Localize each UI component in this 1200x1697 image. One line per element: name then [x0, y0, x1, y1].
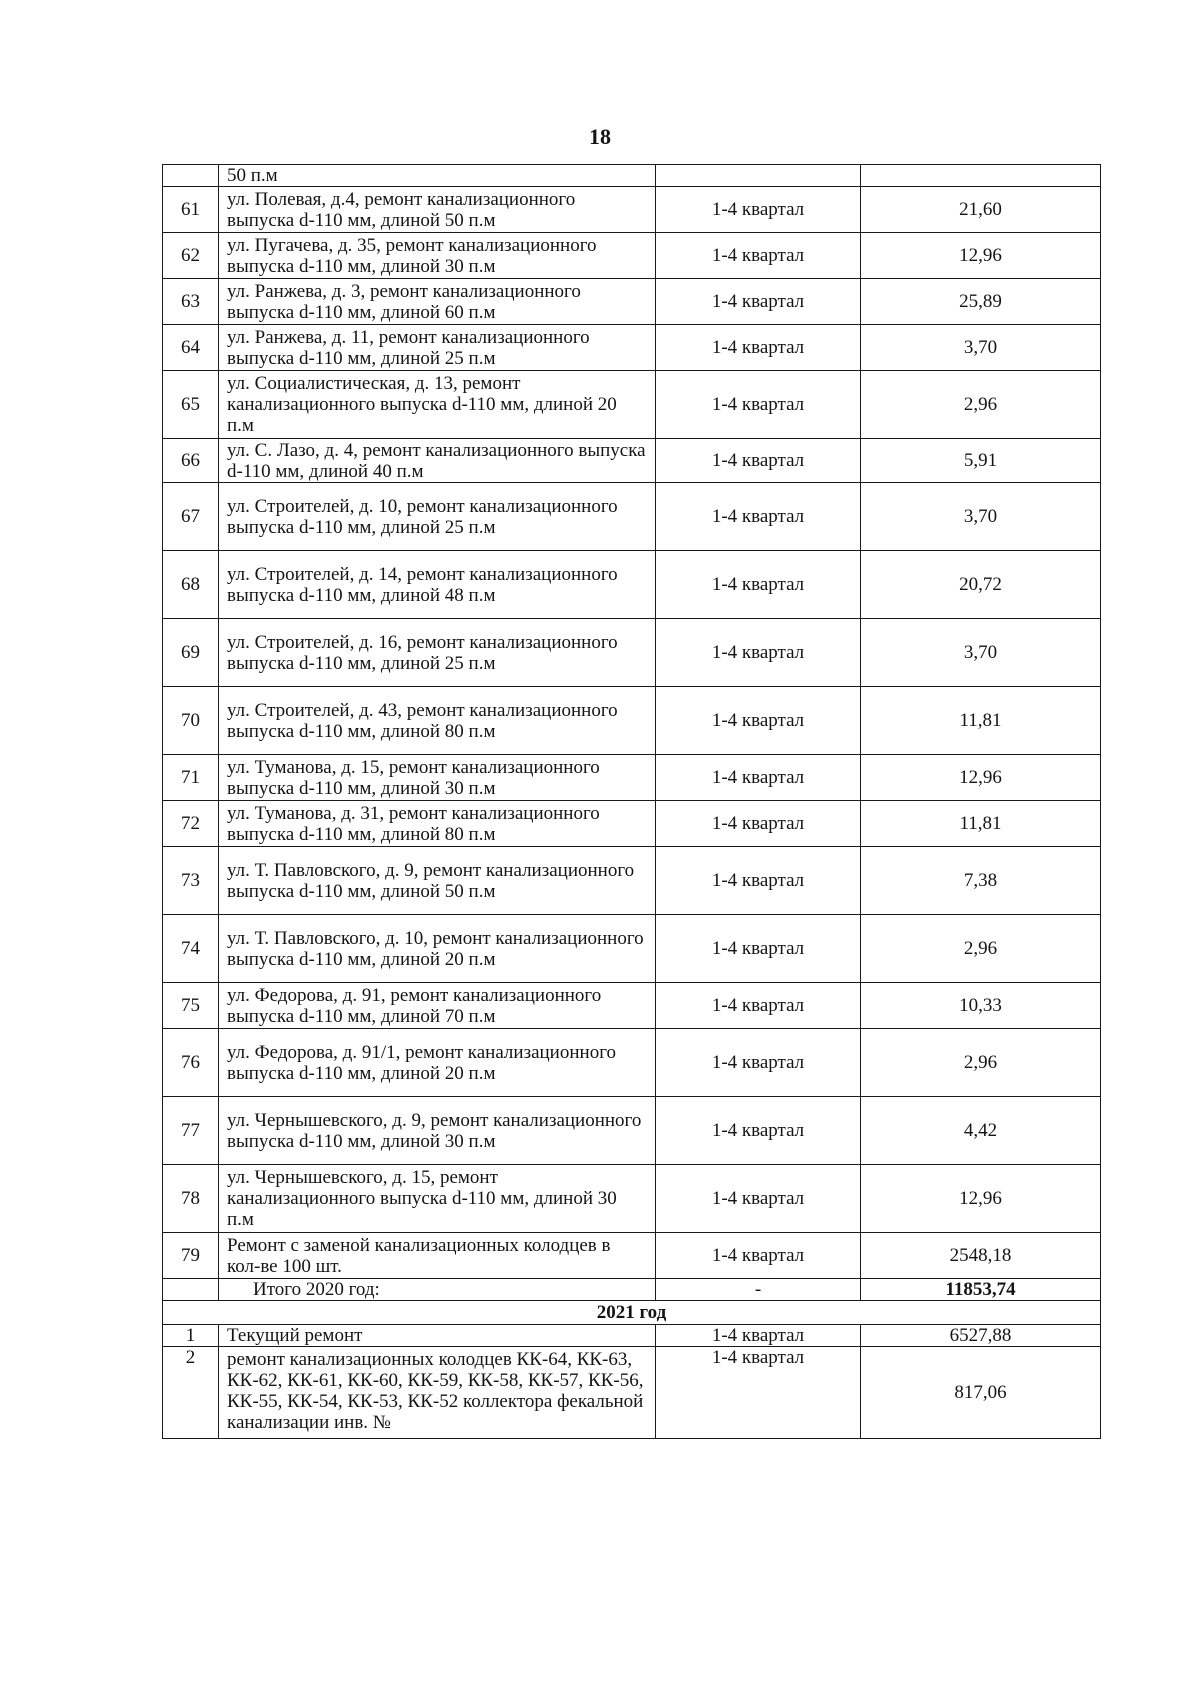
row-period: 1-4 квартал: [656, 551, 861, 619]
row-amount: [861, 165, 1101, 187]
row-amount: 3,70: [861, 325, 1101, 371]
row-number: 67: [163, 483, 219, 551]
row-period: 1-4 квартал: [656, 325, 861, 371]
table-row: [163, 755, 1101, 801]
row-description: Ремонт с заменой канализационных колодцев в кол-ве 100 шт.: [219, 1233, 656, 1279]
row-description: ул. Чернышевского, д. 9, ремонт канализационного выпуска d-110 мм, длиной 30 п.м: [219, 1097, 656, 1165]
row-number: 62: [163, 233, 219, 279]
row-description: ул. Строителей, д. 10, ремонт канализационного выпуска d-110 мм, длиной 25 п.м: [219, 483, 656, 551]
table-row: [163, 325, 1101, 371]
table-row: [163, 483, 1101, 551]
table-row: [163, 187, 1101, 233]
table-row: [163, 1029, 1101, 1097]
row-amount: 12,96: [861, 233, 1101, 279]
table-row: [163, 1325, 1101, 1347]
row-amount: 2,96: [861, 915, 1101, 983]
page-number: 18: [589, 124, 611, 149]
row-period: 1-4 квартал: [656, 1165, 861, 1233]
row-period: 1-4 квартал: [656, 279, 861, 325]
row-period: 1-4 квартал: [656, 801, 861, 847]
row-number: 69: [163, 619, 219, 687]
year-header-2021: 2021 год: [163, 1301, 1101, 1325]
row-amount: 2,96: [861, 1029, 1101, 1097]
row-number: 78: [163, 1165, 219, 1233]
row-description: ул. Строителей, д. 16, ремонт канализационного выпуска d-110 мм, длиной 25 п.м: [219, 619, 656, 687]
row-description: 50 п.м: [219, 165, 656, 187]
row-description: ул. Ранжева, д. 3, ремонт канализационного выпуска d-110 мм, длиной 60 п.м: [219, 279, 656, 325]
row-description: ул. Социалистическая, д. 13, ремонт канализационного выпуска d-110 мм, длиной 20 п.м: [219, 371, 656, 439]
table-row: [163, 1233, 1101, 1279]
row-number: 68: [163, 551, 219, 619]
row-description: ул. Полевая, д.4, ремонт канализационного выпуска d-110 мм, длиной 50 п.м: [219, 187, 656, 233]
year-header-row: [163, 1301, 1101, 1325]
row-period: 1-4 квартал: [656, 1325, 861, 1347]
row-description: ул. Строителей, д. 14, ремонт канализационного выпуска d-110 мм, длиной 48 п.м: [219, 551, 656, 619]
total-period: -: [656, 1279, 861, 1301]
row-amount: 6527,88: [861, 1325, 1101, 1347]
table-row: [163, 983, 1101, 1029]
row-description: ул. Т. Павловского, д. 9, ремонт канализационного выпуска d-110 мм, длиной 50 п.м: [219, 847, 656, 915]
row-period: 1-4 квартал: [656, 233, 861, 279]
row-period: 1-4 квартал: [656, 371, 861, 439]
row-number: 72: [163, 801, 219, 847]
row-period: 1-4 квартал: [656, 755, 861, 801]
row-amount: 10,33: [861, 983, 1101, 1029]
total-row-2020: [163, 1279, 1101, 1301]
row-amount: 12,96: [861, 1165, 1101, 1233]
row-description: ул. Федорова, д. 91/1, ремонт канализационного выпуска d-110 мм, длиной 20 п.м: [219, 1029, 656, 1097]
row-number: 75: [163, 983, 219, 1029]
table-row: [163, 847, 1101, 915]
row-period: 1-4 квартал: [656, 983, 861, 1029]
row-description: ул. Строителей, д. 43, ремонт канализационного выпуска d-110 мм, длиной 80 п.м: [219, 687, 656, 755]
row-number: 64: [163, 325, 219, 371]
row-amount: 5,91: [861, 439, 1101, 483]
row-amount: 3,70: [861, 483, 1101, 551]
row-description: ул. Туманова, д. 31, ремонт канализационного выпуска d-110 мм, длиной 80 п.м: [219, 801, 656, 847]
row-description: ул. Пугачева, д. 35, ремонт канализационного выпуска d-110 мм, длиной 30 п.м: [219, 233, 656, 279]
row-number: 71: [163, 755, 219, 801]
row-number: 61: [163, 187, 219, 233]
row-period: 1-4 квартал: [656, 847, 861, 915]
row-number: 77: [163, 1097, 219, 1165]
table-row: [163, 551, 1101, 619]
row-period: 1-4 квартал: [656, 1233, 861, 1279]
row-description: ул. С. Лазо, д. 4, ремонт канализационного выпуска d-110 мм, длиной 40 п.м: [219, 439, 656, 483]
row-description: ул. Федорова, д. 91, ремонт канализационного выпуска d-110 мм, длиной 70 п.м: [219, 983, 656, 1029]
row-description: ул. Туманова, д. 15, ремонт канализационного выпуска d-110 мм, длиной 30 п.м: [219, 755, 656, 801]
table-row: [163, 371, 1101, 439]
row-amount: 21,60: [861, 187, 1101, 233]
row-period: 1-4 квартал: [656, 1347, 861, 1439]
row-number: 65: [163, 371, 219, 439]
row-number: 70: [163, 687, 219, 755]
table-row: [163, 619, 1101, 687]
row-number: 66: [163, 439, 219, 483]
row-amount: 12,96: [861, 755, 1101, 801]
row-period: 1-4 квартал: [656, 915, 861, 983]
table-row: [163, 801, 1101, 847]
row-number: 63: [163, 279, 219, 325]
row-number: 2: [163, 1347, 219, 1439]
row-amount: 20,72: [861, 551, 1101, 619]
table-row: [163, 279, 1101, 325]
row-period: 1-4 квартал: [656, 187, 861, 233]
row-description: ул. Т. Павловского, д. 10, ремонт канализационного выпуска d-110 мм, длиной 20 п.м: [219, 915, 656, 983]
total-row-number: [163, 1279, 219, 1301]
table-row: [163, 1347, 1101, 1439]
row-number: 74: [163, 915, 219, 983]
table-row: [163, 233, 1101, 279]
row-number: 1: [163, 1325, 219, 1347]
row-period: 1-4 квартал: [656, 1097, 861, 1165]
row-amount: 25,89: [861, 279, 1101, 325]
table-row: [163, 439, 1101, 483]
row-amount: 11,81: [861, 687, 1101, 755]
row-amount: 7,38: [861, 847, 1101, 915]
row-amount: 817,06: [861, 1347, 1101, 1439]
row-amount: 4,42: [861, 1097, 1101, 1165]
total-label: Итого 2020 год:: [219, 1279, 656, 1301]
row-number: 79: [163, 1233, 219, 1279]
continuation-row: [163, 165, 1101, 187]
row-description: ул. Чернышевского, д. 15, ремонт канализационного выпуска d-110 мм, длиной 30 п.м: [219, 1165, 656, 1233]
row-number: 76: [163, 1029, 219, 1097]
row-period: 1-4 квартал: [656, 687, 861, 755]
row-amount: 3,70: [861, 619, 1101, 687]
row-description: ул. Ранжева, д. 11, ремонт канализационного выпуска d-110 мм, длиной 25 п.м: [219, 325, 656, 371]
table-row: [163, 1097, 1101, 1165]
total-amount: 11853,74: [861, 1279, 1101, 1301]
row-period: 1-4 квартал: [656, 619, 861, 687]
row-number: [163, 165, 219, 187]
row-period: [656, 165, 861, 187]
repair-schedule-table: [162, 164, 1101, 1439]
row-number: 73: [163, 847, 219, 915]
table-row: [163, 687, 1101, 755]
row-amount: 2548,18: [861, 1233, 1101, 1279]
row-description: Текущий ремонт: [219, 1325, 656, 1347]
row-period: 1-4 квартал: [656, 483, 861, 551]
table-row: [163, 1165, 1101, 1233]
row-period: 1-4 квартал: [656, 1029, 861, 1097]
row-period: 1-4 квартал: [656, 439, 861, 483]
row-description: ремонт канализационных колодцев КК-64, КК-63, КК-62, КК-61, КК-60, КК-59, КК-58, КК-57, КК-56, КК-55, КК-54, КК-53, КК-52 коллектора фекальной канализации инв. №: [219, 1347, 656, 1439]
row-amount: 11,81: [861, 801, 1101, 847]
row-amount: 2,96: [861, 371, 1101, 439]
table-row: [163, 915, 1101, 983]
